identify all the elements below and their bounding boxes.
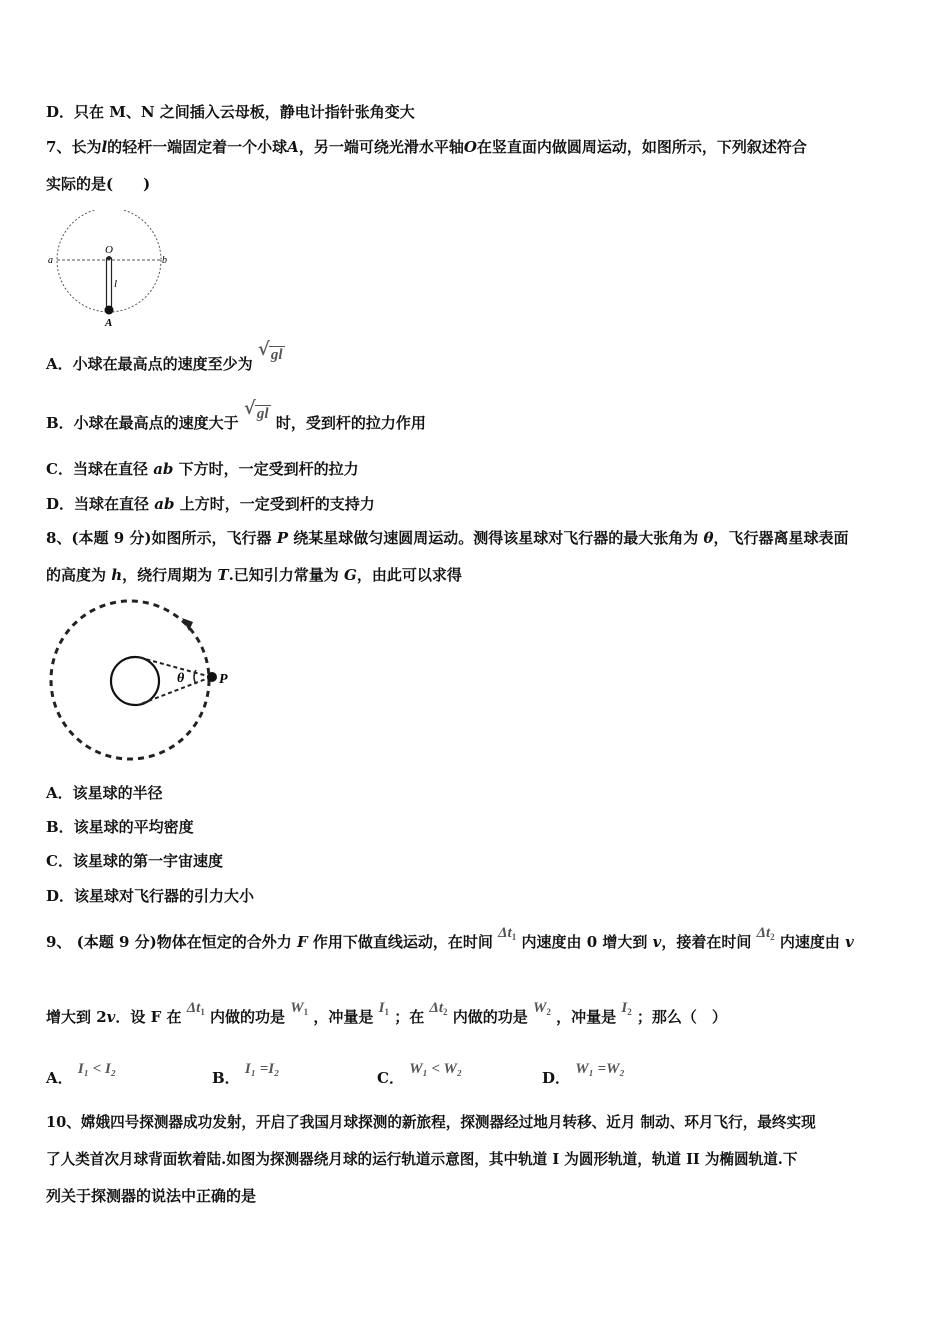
q9-i2-symbol: I [621, 1000, 628, 1016]
q9-dt1-symbol: Δt [498, 925, 512, 941]
q9-var-v2: v [845, 933, 854, 951]
q7-option-b-post: 时，受到杆的拉力作用 [275, 414, 426, 432]
q7-option-a-text: A．小球在最高点的速度至少为 [46, 355, 253, 373]
q7-fig-label-ball: A [105, 317, 113, 329]
q7-option-d-ab: ab [154, 495, 175, 513]
q9-var-f: F [296, 933, 308, 951]
q7-option-c-ab: ab [153, 460, 174, 478]
q7-option-a [46, 339, 285, 375]
q7-rod [107, 258, 112, 310]
q7-var-l: l [101, 138, 108, 156]
q9-choice-a [46, 1061, 117, 1088]
q9-choice-c-expr: W₁ < W₂ [409, 1061, 463, 1077]
q9-l2-dt1-sub: 1 [200, 1007, 205, 1017]
q6-option-d: D．只在 M、N 之间插入云母板，静电计指针张角变大 [46, 103, 415, 121]
q7-stem-part1: 长为 [71, 138, 102, 156]
q8-figure [46, 598, 246, 768]
q9-choice-a-label: A． [46, 1069, 73, 1087]
q9-dt1-sub: 1 [511, 932, 517, 942]
q7-stem-line1 [46, 137, 807, 157]
q7-option-d [46, 494, 375, 514]
q9-w2-sub: 2 [546, 1007, 551, 1017]
q8-fig-label-p: P [219, 672, 228, 687]
q7-option-d-post: 上方时，一定受到杆的支持力 [179, 495, 375, 513]
q7-circle-path [57, 210, 161, 312]
q8-stem-part6: .已知引力常量为 [228, 566, 339, 584]
q8-planet [111, 657, 159, 705]
q8-stem-line1 [46, 528, 849, 548]
q9-choice-c [377, 1061, 463, 1088]
q7-option-d-pre: D．当球在直径 [46, 495, 150, 513]
q8-stem-line2 [46, 565, 462, 585]
q8-tangent-lower [138, 677, 211, 705]
q7-figure [44, 210, 184, 330]
q9-l2-dt2 [429, 1000, 447, 1016]
q9-l2-part3: 内做的功是 [210, 1008, 286, 1026]
q7-axis-o [107, 256, 111, 260]
q9-l2-part4: ，冲量是 [313, 1008, 374, 1026]
q8-option-d: D．该星球对飞行器的引力大小 [46, 887, 255, 905]
q7-var-o: O [463, 138, 477, 156]
q9-i2-sub: 2 [627, 1007, 632, 1017]
q8-stem-part4: 的高度为 [46, 566, 107, 584]
q9-w2 [533, 1000, 551, 1016]
q8-stem-part5: ，绕行周期为 [122, 566, 213, 584]
q9-dt1 [498, 925, 516, 941]
q9-stem-part4: 增大到 [602, 933, 648, 951]
q7-option-a-sqrt [257, 339, 285, 365]
q8-stem-part2: 绕某星球做匀速圆周运动。测得该星球对飞行器的最大张角为 [293, 529, 699, 547]
q9-l2-part8: ；那么（ ） [636, 1008, 727, 1026]
q9-stem-part2: 作用下做直线运动，在时间 [312, 933, 493, 951]
q8-var-g: G [344, 566, 357, 584]
q7-ball-a [105, 306, 114, 315]
q9-choice-d-label: D． [542, 1069, 571, 1087]
q10-stem-line1: 10、嫦娥四号探测器成功发射，开启了我国月球探测的新旅程，探测器经过地月转移、近月 制动、环月飞行，最终实现 [46, 1114, 816, 1131]
q7-var-a: A [287, 138, 299, 156]
q9-zero: 0 [586, 933, 598, 951]
q8-stem-part3: ，飞行器离星球表面 [713, 529, 849, 547]
sqrt-icon: √ [243, 398, 256, 419]
q7-option-c-pre: C．当球在直径 [46, 460, 148, 478]
q10-stem-line2: 了人类首次月球背面软着陆.如图为探测器绕月球的运行轨道示意图，其中轨道 I 为圆形轨道，轨道 II 为椭圆轨道.下 [46, 1151, 798, 1168]
q9-choice-b-label: B． [212, 1069, 240, 1087]
q7-stem-part2: 的轻杆一端固定着一个小球 [107, 138, 288, 156]
q7-option-a-expr: gl [270, 347, 283, 363]
q9-w1-sub: 1 [303, 1007, 309, 1017]
q9-stem-part6: 内速度由 [779, 933, 840, 951]
q7-option-b-expr: gl [256, 406, 269, 422]
q9-i2 [621, 1000, 631, 1016]
q8-fig-label-theta: θ [177, 671, 185, 686]
q8-option-c: C．该星球的第一宇宙速度 [46, 852, 223, 870]
q8-var-h: h [111, 566, 123, 584]
q9-stem-part3: 内速度由 [521, 933, 582, 951]
q9-choice-c-label: C． [377, 1069, 404, 1087]
q9-choice-d [542, 1061, 625, 1088]
q9-w1-symbol: W [290, 1000, 304, 1016]
q7-option-b [46, 398, 426, 434]
q8-stem-part1: 8、(本题 9 分)如图所示，飞行器 [46, 529, 272, 547]
q7-option-b-sqrt [243, 398, 271, 424]
q9-l2-part2: ．设 F 在 [115, 1008, 182, 1026]
q9-i1-sub: 1 [384, 1007, 389, 1017]
q8-tangent-upper [138, 657, 211, 677]
q8-option-a: A．该星球的半径 [46, 784, 163, 802]
q7-fig-label-o: O [105, 244, 113, 256]
q8-orbit [51, 601, 209, 759]
q9-stem-part5: ，接着在时间 [661, 933, 752, 951]
q8-spacecraft-p [207, 672, 217, 682]
sqrt-icon: √ [257, 339, 270, 360]
q8-var-t: T [217, 566, 229, 584]
q8-var-theta: θ [703, 529, 714, 547]
q7-option-c [46, 459, 359, 479]
q9-l2-dt1-symbol: Δt [186, 1000, 201, 1016]
q7-fig-label-l: l [114, 278, 118, 290]
q9-l2-dt1 [187, 1000, 205, 1016]
q9-w2-symbol: W [533, 1000, 547, 1016]
q9-var-v: v [652, 933, 662, 951]
q9-l2-part5: ；在 [394, 1008, 425, 1026]
q9-l2-part7: ，冲量是 [556, 1008, 617, 1026]
q9-stem-line2 [46, 1000, 727, 1032]
q7-number: 7、 [46, 138, 72, 156]
q7-fig-label-b-point: b [162, 255, 167, 266]
q7-stem-part4: 在竖直面内做圆周运动，如图所示，下列叙述符合 [476, 138, 807, 156]
q7-fig-label-a-point: a [48, 255, 53, 266]
q9-w1 [290, 1000, 308, 1016]
q9-stem-line1 [46, 925, 854, 957]
q9-choice-a-expr: I₁ < I₂ [77, 1061, 117, 1077]
q8-option-b: B．该星球的平均密度 [46, 818, 194, 836]
q7-option-c-post: 下方时，一定受到杆的拉力 [178, 460, 359, 478]
q7-stem-line2: 实际的是( ) [46, 175, 151, 193]
q9-l2-dt2-symbol: Δt [429, 1000, 444, 1016]
q8-stem-part7: ，由此可以求得 [356, 566, 462, 584]
q9-l2-part1: 增大到 2 [46, 1008, 107, 1026]
q9-l2-part6: 内做的功是 [452, 1008, 528, 1026]
q9-choice-b-expr: I₁ =I₂ [244, 1061, 280, 1077]
q9-i1 [379, 1000, 389, 1016]
q10-stem-line3: 列关于探测器的说法中正确的是 [46, 1187, 257, 1205]
q9-l2-dt2-sub: 2 [443, 1007, 448, 1017]
q9-l2-v: v [106, 1008, 116, 1026]
q9-stem-part1: 9、 (本题 9 分)物体在恒定的合外力 [46, 933, 292, 951]
q8-var-p: P [276, 529, 289, 547]
q9-dt2-symbol: Δt [756, 925, 771, 941]
q9-choice-b [212, 1061, 280, 1088]
q9-choice-d-expr: W₁ =W₂ [575, 1061, 625, 1077]
q9-i1-symbol: I [378, 1000, 385, 1016]
q7-stem-part3: ，另一端可绕光滑水平轴 [298, 138, 464, 156]
q8-angle-arc [194, 670, 196, 684]
q9-dt2 [757, 925, 775, 941]
q7-option-b-pre: B．小球在最高点的速度大于 [46, 414, 239, 432]
q9-dt2-sub: 2 [770, 932, 775, 942]
